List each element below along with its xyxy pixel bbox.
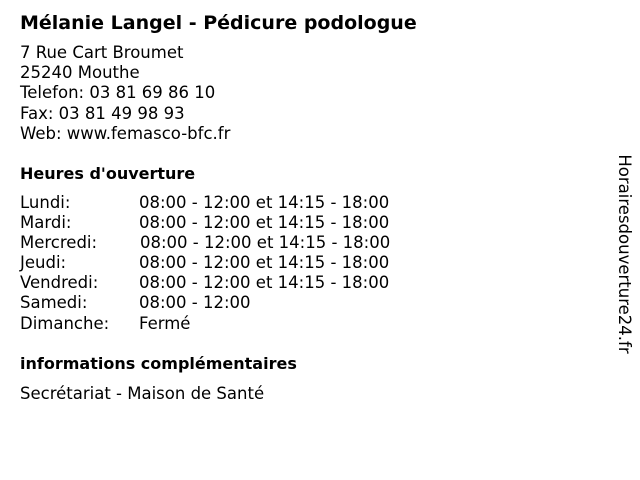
day-label: Mercredi: [20,233,98,253]
website: Web: www.femasco-bfc.fr [20,123,231,143]
watermark-text: Horairesdouverture24.fr [615,154,634,354]
watermark [597,134,640,374]
address-block [20,43,230,144]
hours-row-friday [20,273,440,293]
day-label: Jeudi: [20,253,67,273]
day-label: Lundi: [20,193,71,212]
time-range: Fermé [139,313,191,333]
time-range: 08:00 - 12:00 et 14:15 - 18:00 [139,193,390,212]
hours-row-saturday [20,293,440,313]
day-label: Vendredi: [20,273,99,293]
hours-row-tuesday [20,213,440,233]
additional-info-text: Secrétariat - Maison de Santé [20,384,265,403]
time-range: 08:00 - 12:00 [139,293,251,313]
day-label: Dimanche: [20,313,110,333]
fax-number: Fax: 03 81 49 98 93 [20,103,185,123]
time-range: 08:00 - 12:00 et 14:15 - 18:00 [140,233,391,253]
time-range: 08:00 - 12:00 et 14:15 - 18:00 [139,253,390,273]
hours-row-sunday [20,314,440,334]
hours-row-thursday [20,253,440,273]
opening-hours-table [20,193,440,334]
opening-hours-heading: Heures d'ouverture [20,164,196,183]
hours-row-wednesday [20,233,440,253]
city-postal: 25240 Mouthe [20,63,140,83]
day-label: Samedi: [20,293,88,313]
business-name: Mélanie Langel - Pédicure podologue [20,12,417,34]
day-label: Mardi: [20,213,72,233]
hours-row-monday [20,193,440,213]
street-address: 7 Rue Cart Broumet [20,43,184,62]
time-range: 08:00 - 12:00 et 14:15 - 18:00 [139,273,390,293]
phone-number: Telefon: 03 81 69 86 10 [20,83,216,103]
time-range: 08:00 - 12:00 et 14:15 - 18:00 [139,213,390,233]
additional-info-heading: informations complémentaires [20,354,297,373]
